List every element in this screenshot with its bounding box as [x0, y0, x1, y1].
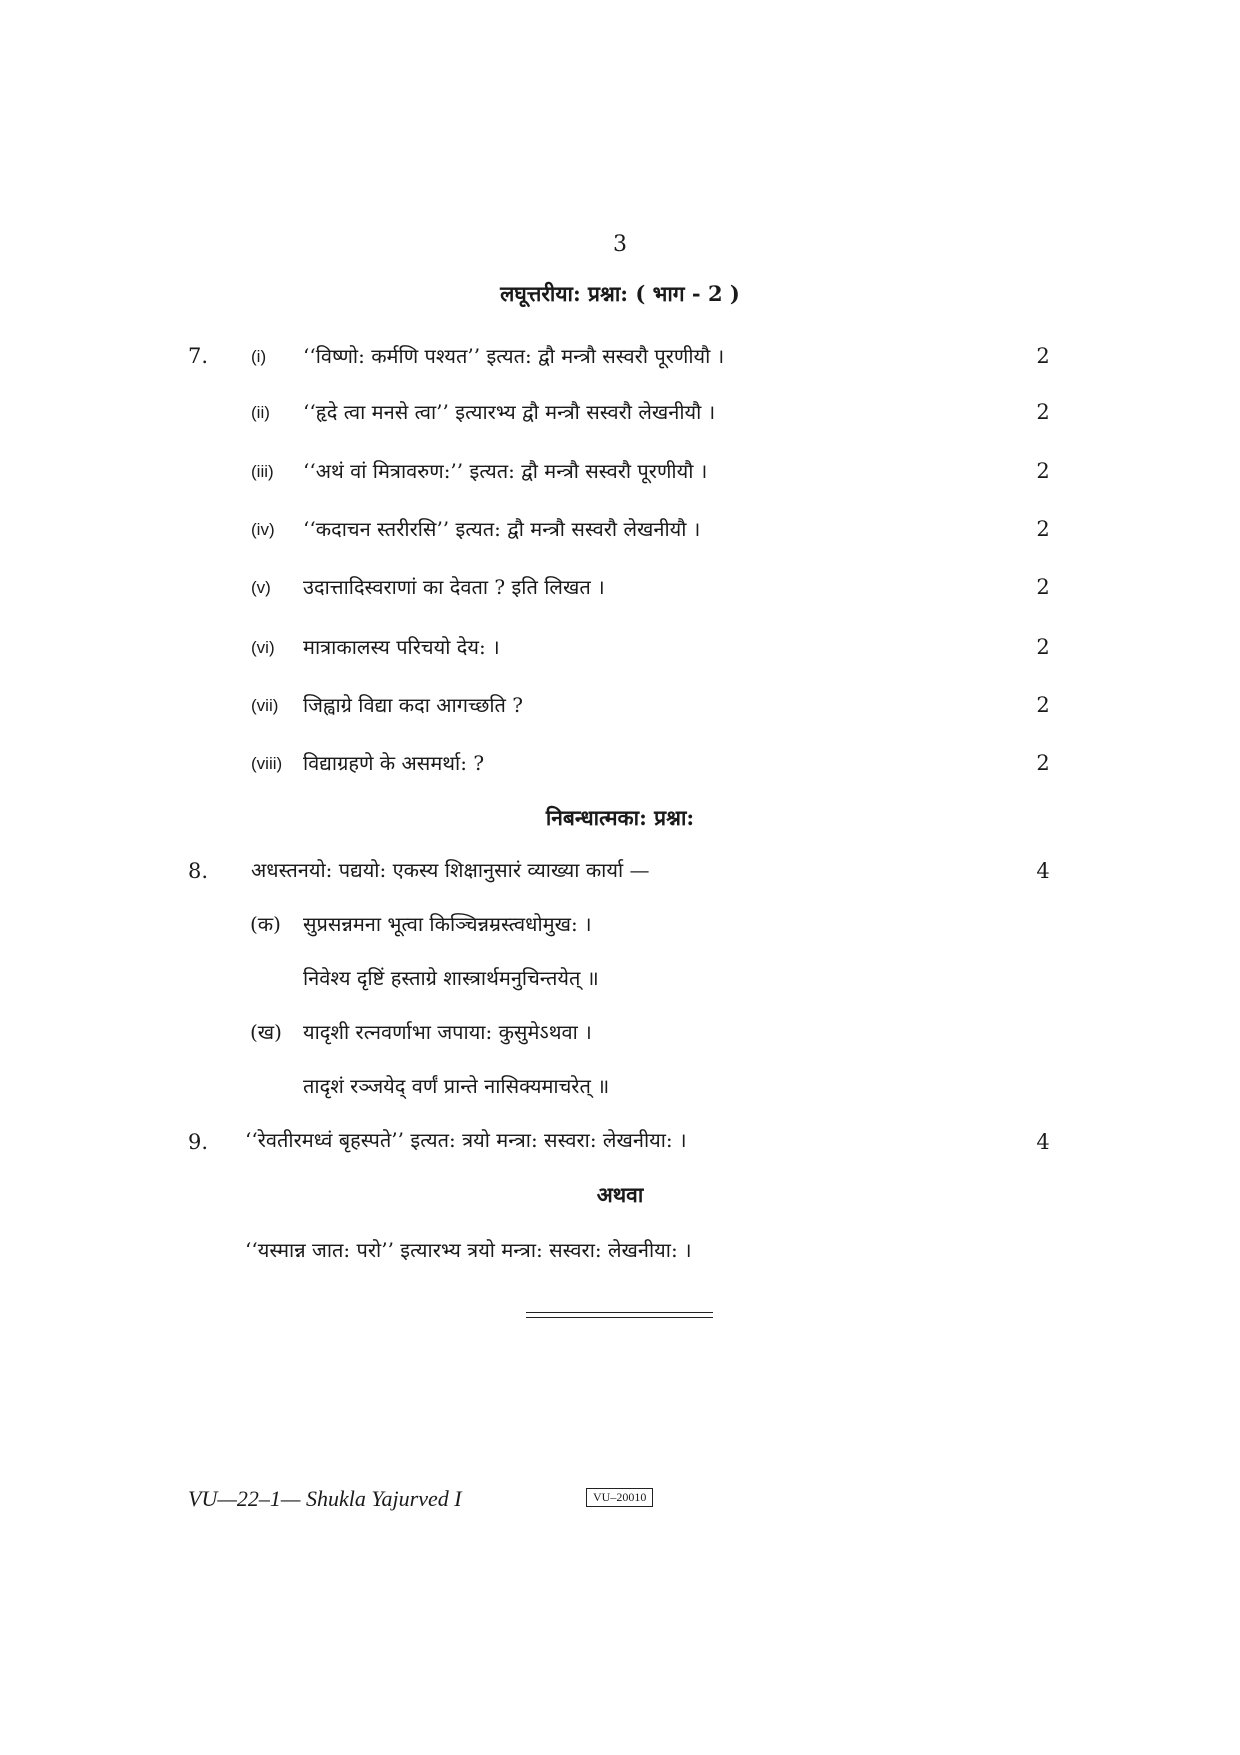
q7-item-marks: 2 — [1036, 693, 1050, 717]
q7-item-marks: 2 — [1036, 517, 1050, 541]
q7-item-marks: 2 — [1036, 635, 1050, 659]
verse-kha-line2: तादृशं रञ्जयेद् वर्णं प्रान्ते नासिक्यमाचरेत् ॥ — [303, 1074, 610, 1098]
q7-item-marks: 2 — [1036, 459, 1050, 483]
paper-code: VU—22–1— Shukla Yajurved I — [188, 1486, 462, 1511]
q7-item-label: (vi) — [251, 638, 275, 657]
question-number-8: 8. — [188, 859, 209, 883]
verse-ka-line1: सुप्रसन्नमना भूत्वा किञ्चिन्नम्रस्त्वधोमुख: । — [303, 912, 592, 936]
q9-text: ‘‘रेवतीरमध्वं बृहस्पते’’ इत्यत: त्रयो मन्त्रा: सस्वरा: लेखनीया: । — [245, 1128, 687, 1152]
q7-item-label: (viii) — [251, 754, 283, 773]
q7-item-text: ‘‘अथं वां मित्रावरुण:’’ इत्यत: द्वौ मन्त्रौ सस्वरौ पूरणीयौ । — [303, 459, 708, 483]
q7-item-text: ‘‘कदाचन स्तरीरसि’’ इत्यत: द्वौ मन्त्रौ सस्वरौ लेखनीयौ । — [303, 517, 701, 541]
q8-marks: 4 — [1036, 859, 1050, 883]
q7-item-label: (i) — [251, 347, 267, 366]
section-heading-short-answer: लघूत्तरीया: प्रश्ना: ( भाग - 2 ) — [500, 281, 740, 306]
q7-item-marks: 2 — [1036, 344, 1050, 368]
verse-ka-line2: निवेश्य दृष्टिं हस्ताग्रे शास्त्रार्थमनुचिन्तयेत् ॥ — [303, 966, 599, 990]
q7-item-label: (ii) — [251, 403, 270, 422]
verse-kha-label: (ख) — [250, 1020, 282, 1044]
q7-item-marks: 2 — [1036, 400, 1050, 424]
verse-kha-line1: यादृशी रत्नवर्णाभा जपाया: कुसुमेऽथवा । — [303, 1020, 592, 1044]
q9-alternative-text: ‘‘यस्मान्न जात: परो’’ इत्यारभ्य त्रयो मन्त्रा: सस्वरा: लेखनीया: । — [245, 1238, 692, 1262]
q7-item-text: ‘‘हृदे त्वा मनसे त्वा’’ इत्यारभ्य द्वौ मन्त्रौ सस्वरौ लेखनीयौ । — [303, 400, 716, 424]
page-number: 3 — [613, 232, 627, 257]
q8-text: अधस्तनयो: पद्ययो: एकस्य शिक्षानुसारं व्याख्या कार्या — — [251, 858, 650, 882]
section-heading-essay: निबन्धात्मका: प्रश्ना: — [545, 805, 695, 830]
end-double-rule — [526, 1312, 713, 1318]
q7-item-text: विद्याग्रहणे के असमर्था: ? — [303, 751, 485, 775]
or-label: अथवा — [596, 1182, 644, 1207]
q7-item-marks: 2 — [1036, 751, 1050, 775]
q7-item-text: उदात्तादिस्वराणां का देवता ? इति लिखत । — [303, 575, 605, 599]
q7-item-text: ‘‘विष्णो: कर्मणि पश्यत’’ इत्यत: द्वौ मन्त्रौ सस्वरौ पूरणीयौ । — [303, 344, 725, 368]
paper-code-box: VU–20010 — [586, 1488, 653, 1507]
verse-ka-label: (क) — [250, 912, 281, 936]
q7-item-marks: 2 — [1036, 575, 1050, 599]
q7-item-label: (iv) — [251, 520, 275, 539]
q7-item-label: (v) — [251, 578, 271, 597]
q7-item-label: (iii) — [251, 462, 274, 481]
q7-item-text: मात्राकालस्य परिचयो देय: । — [303, 635, 500, 659]
question-number-9: 9. — [188, 1130, 209, 1154]
q7-item-text: जिह्वाग्रे विद्या कदा आगच्छति ? — [303, 693, 523, 717]
q7-item-label: (vii) — [251, 696, 279, 715]
question-number-7: 7. — [188, 344, 209, 368]
q9-marks: 4 — [1036, 1130, 1050, 1154]
